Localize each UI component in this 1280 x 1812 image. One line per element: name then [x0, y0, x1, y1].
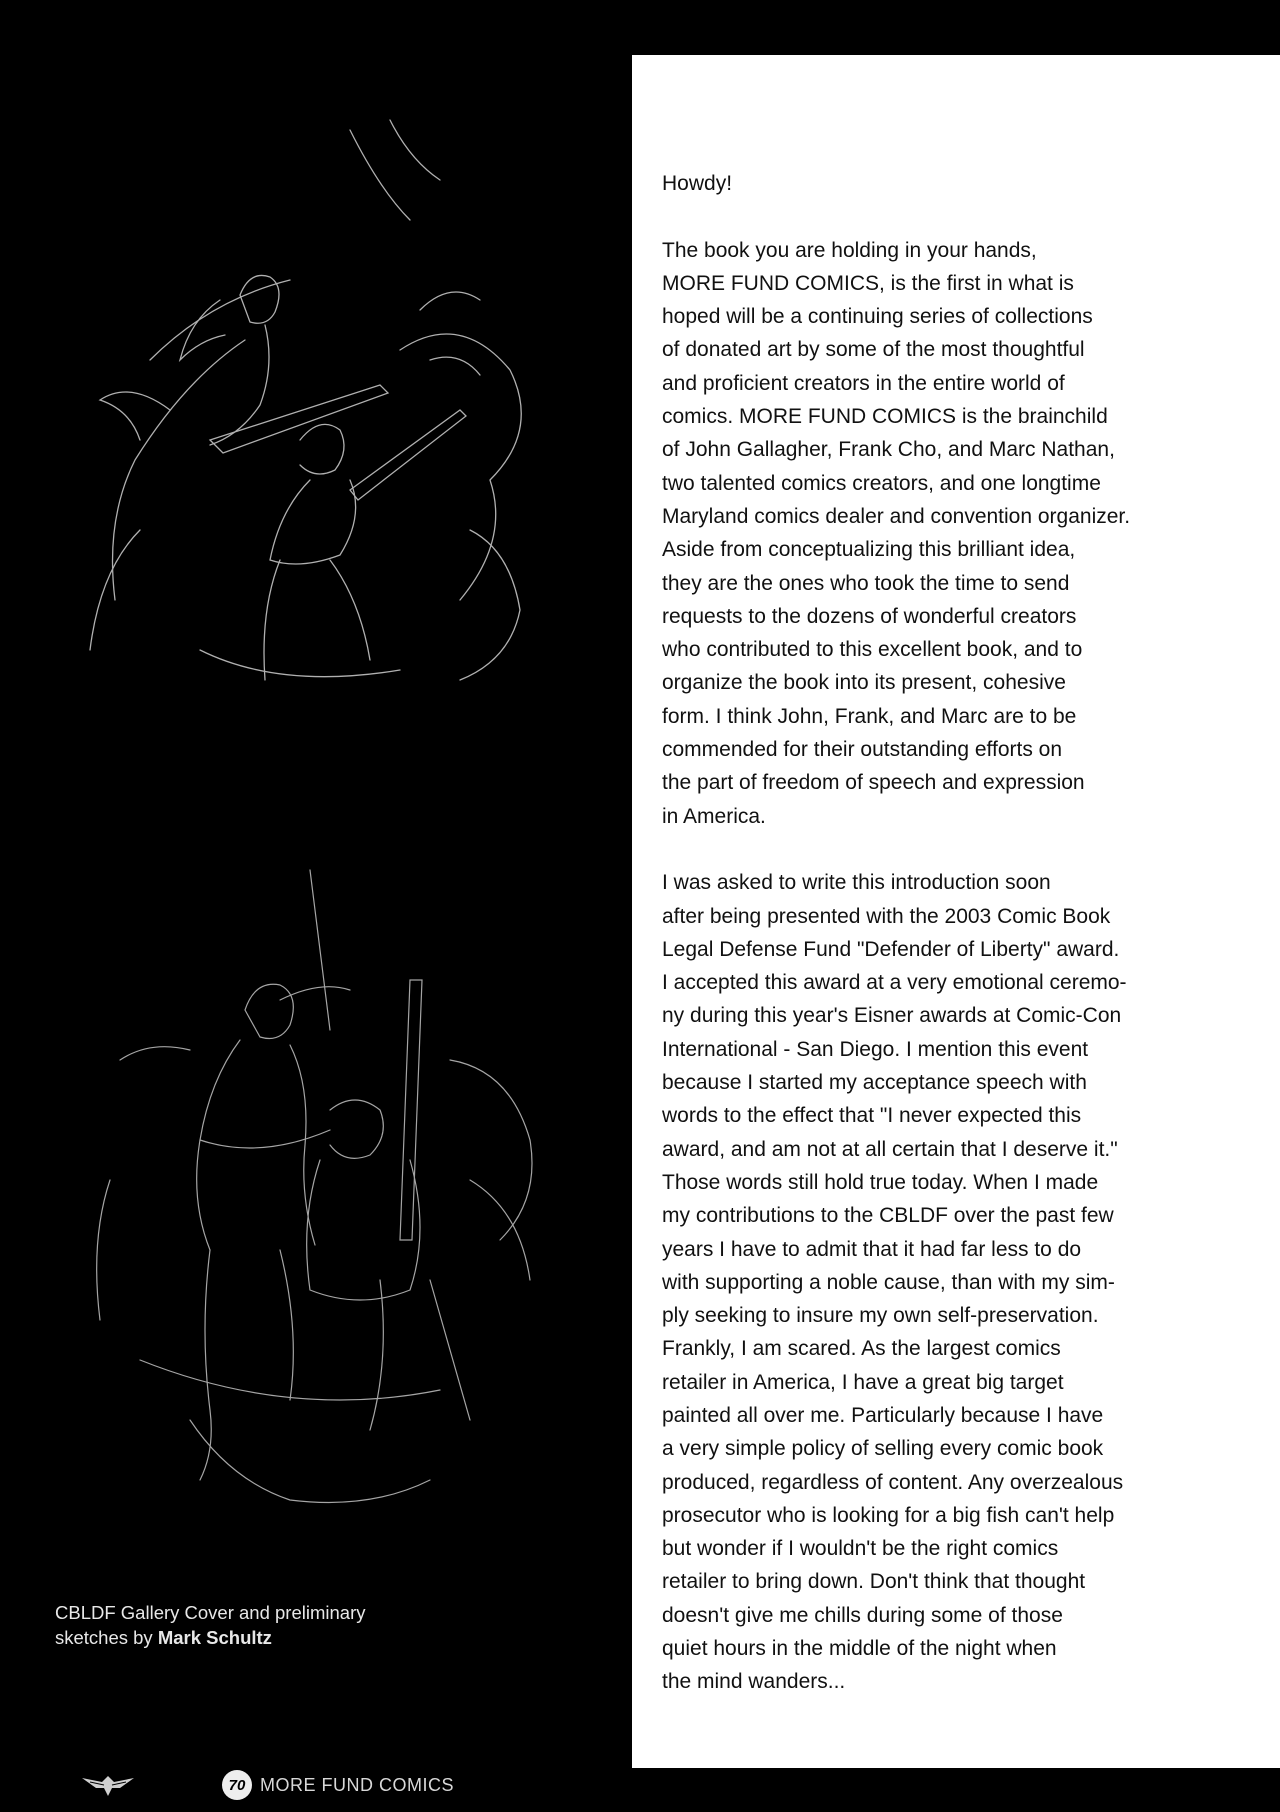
greeting: Howdy! [662, 172, 733, 195]
introduction-text [662, 167, 1167, 1732]
page-number: 70 [222, 1770, 252, 1800]
series-title: MORE FUND COMICS [260, 1774, 454, 1795]
sketch-panel [0, 0, 632, 1812]
sketch-preliminary-top [50, 110, 570, 750]
image-caption [55, 1600, 435, 1650]
page-footer [80, 1770, 454, 1800]
paragraph-1: The book you are holding in your hands, MORE FUND COMICS, is the first in what is hoped will be a continuing series of collections of donated art by some of the most thoughtful and proficient creators in the entire world of comics. MORE FUND COMICS is the brainchild of John Gallagher, Frank Cho, and Marc Nathan, two talented comics creators, and one longtime Maryland comics dealer and convention organizer. Aside from conceptualizing this brilliant idea, they are the ones who took the time to send requests to the dozens of wonderful creators who contributed to this excellent book, and to organize the book into its present, cohesive form. I think John, Frank, and Marc are to be commended for their outstanding efforts on the part of freedom of speech and expression in America. [662, 238, 1131, 828]
paragraph-2: I was asked to write this introduction soon after being presented with the 2003 Comic Book Legal Defense Fund "Defender of Liberty" award. I accepted this award at a very emotional ceremo- ny during this year's Eisner awards at Comic-Con International - San Diego. I mention this event because I started my acceptance speech with words to the effect that "I never expected this award, and am not at all certain that I deserve it." Those words still hold true today. When I made my contributions to the CBLDF over the past few years I have to admit that it had far less to do with supporting a noble cause, than with my sim- ply seeking to insure my own self-preservation. Frankly, I am scared. As the largest comics retailer in America, I have a great big target painted all over me. Particularly because I have a very simple policy of selling every comic book produced, regardless of content. Any overzealous prosecutor who is looking for a big fish can't help but wonder if I wouldn't be the right comics retailer to bring down. Don't think that thought doesn't give me chills during some of those quiet hours in the middle of the night when the mind wanders... [662, 871, 1127, 1694]
eagle-logo-icon [80, 1770, 136, 1800]
sketch-cover-bottom [50, 860, 570, 1560]
caption-artist: Mark Schultz [157, 1627, 272, 1648]
text-panel [632, 55, 1280, 1768]
caption-text: CBLDF Gallery Cover and preliminary sketches by [55, 1602, 366, 1648]
